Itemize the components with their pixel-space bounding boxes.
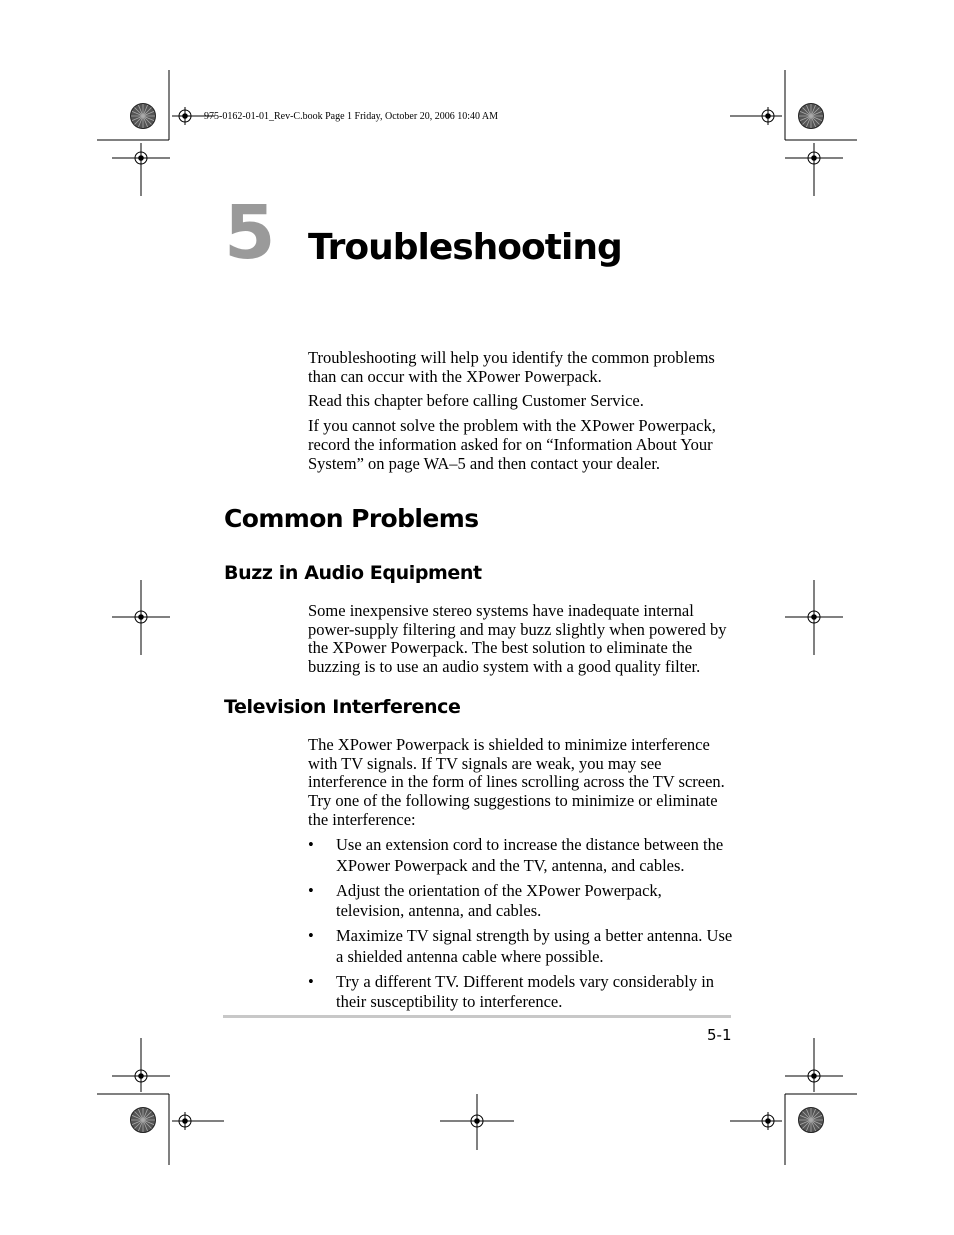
- footer-rule: [223, 1015, 731, 1018]
- list-item-text: Try a different TV. Different models vary considerably in their susceptibility to interference.: [336, 971, 715, 1011]
- buzz-body: [308, 602, 733, 683]
- intro-paragraph: Troubleshooting will help you identify the common problems than can occur with the XPower Powerpack.: [308, 348, 715, 386]
- bullet-icon: •: [308, 880, 314, 900]
- list-item: [308, 881, 733, 922]
- crosshair-mark-left-lower: [132, 1067, 150, 1085]
- list-item: [308, 835, 733, 876]
- crosshair-mark-bottom-left: [176, 1112, 194, 1130]
- print-header: 975-0162-01-01_Rev-C.book Page 1 Friday, October 20, 2006 10:40 AM: [204, 111, 499, 122]
- bullet-icon: •: [308, 971, 314, 991]
- starburst-mark-bottom-left: [131, 1108, 156, 1133]
- list-item: [308, 926, 733, 967]
- crosshair-mark-right-upper: [805, 149, 823, 167]
- list-item: [308, 972, 733, 1013]
- crosshair-mark-left-upper: [132, 149, 150, 167]
- section-heading: Common Problems: [224, 504, 479, 533]
- crosshair-mark-bottom-right: [759, 1112, 777, 1130]
- starburst-mark-bottom-right: [799, 1108, 824, 1133]
- tv-body: [308, 736, 733, 836]
- chapter-title: Troubleshooting: [308, 227, 622, 268]
- subsection-heading-tv: Television Interference: [224, 696, 461, 718]
- intro-paragraph: Read this chapter before calling Customer Service.: [308, 391, 644, 411]
- intro-paragraph: If you cannot solve the problem with the XPower Powerpack, record the information asked for on “Information About Your System” on page WA–5 and then contact your dealer.: [308, 416, 716, 473]
- starburst-mark-top-left: [131, 104, 156, 129]
- intro-section: [308, 349, 733, 479]
- tv-paragraph: The XPower Powerpack is shielded to minimize interference with TV signals. If TV signals are weak, you may see interference in the form of lines scrolling across the TV screen. Try one of the following suggestions to minimize or eliminate the interference:: [308, 735, 725, 829]
- page-number: 5-1: [707, 1026, 732, 1044]
- subsection-heading-buzz: Buzz in Audio Equipment: [224, 562, 482, 584]
- crosshair-mark-top-left: [176, 107, 194, 125]
- list-item-text: Maximize TV signal strength by using a better antenna. Use a shielded antenna cable where possible.: [336, 926, 733, 966]
- crosshair-mark-left-middle: [132, 608, 150, 626]
- bullet-icon: •: [308, 835, 314, 854]
- crosshair-mark-bottom-center: [468, 1112, 486, 1130]
- buzz-paragraph: Some inexpensive stereo systems have inadequate internal power-supply filtering and may buzz slightly when powered by the XPower Powerpack. The best solution to eliminate the buzzing is to use an audio system with a good quality filter.: [308, 601, 727, 677]
- crosshair-mark-right-lower: [805, 1067, 823, 1085]
- list-item-text: Adjust the orientation of the XPower Powerpack, television, antenna, and cables.: [336, 880, 662, 920]
- crosshair-mark-right-middle: [805, 608, 823, 626]
- starburst-mark-top-right: [799, 104, 824, 129]
- bullet-icon: •: [308, 926, 314, 945]
- chapter-number: 5: [224, 190, 276, 276]
- tv-suggestion-list: [308, 835, 733, 1017]
- crosshair-mark-top-right: [759, 107, 777, 125]
- list-item-text: Use an extension cord to increase the distance between the XPower Powerpack and the TV, antenna, and cables.: [336, 835, 724, 875]
